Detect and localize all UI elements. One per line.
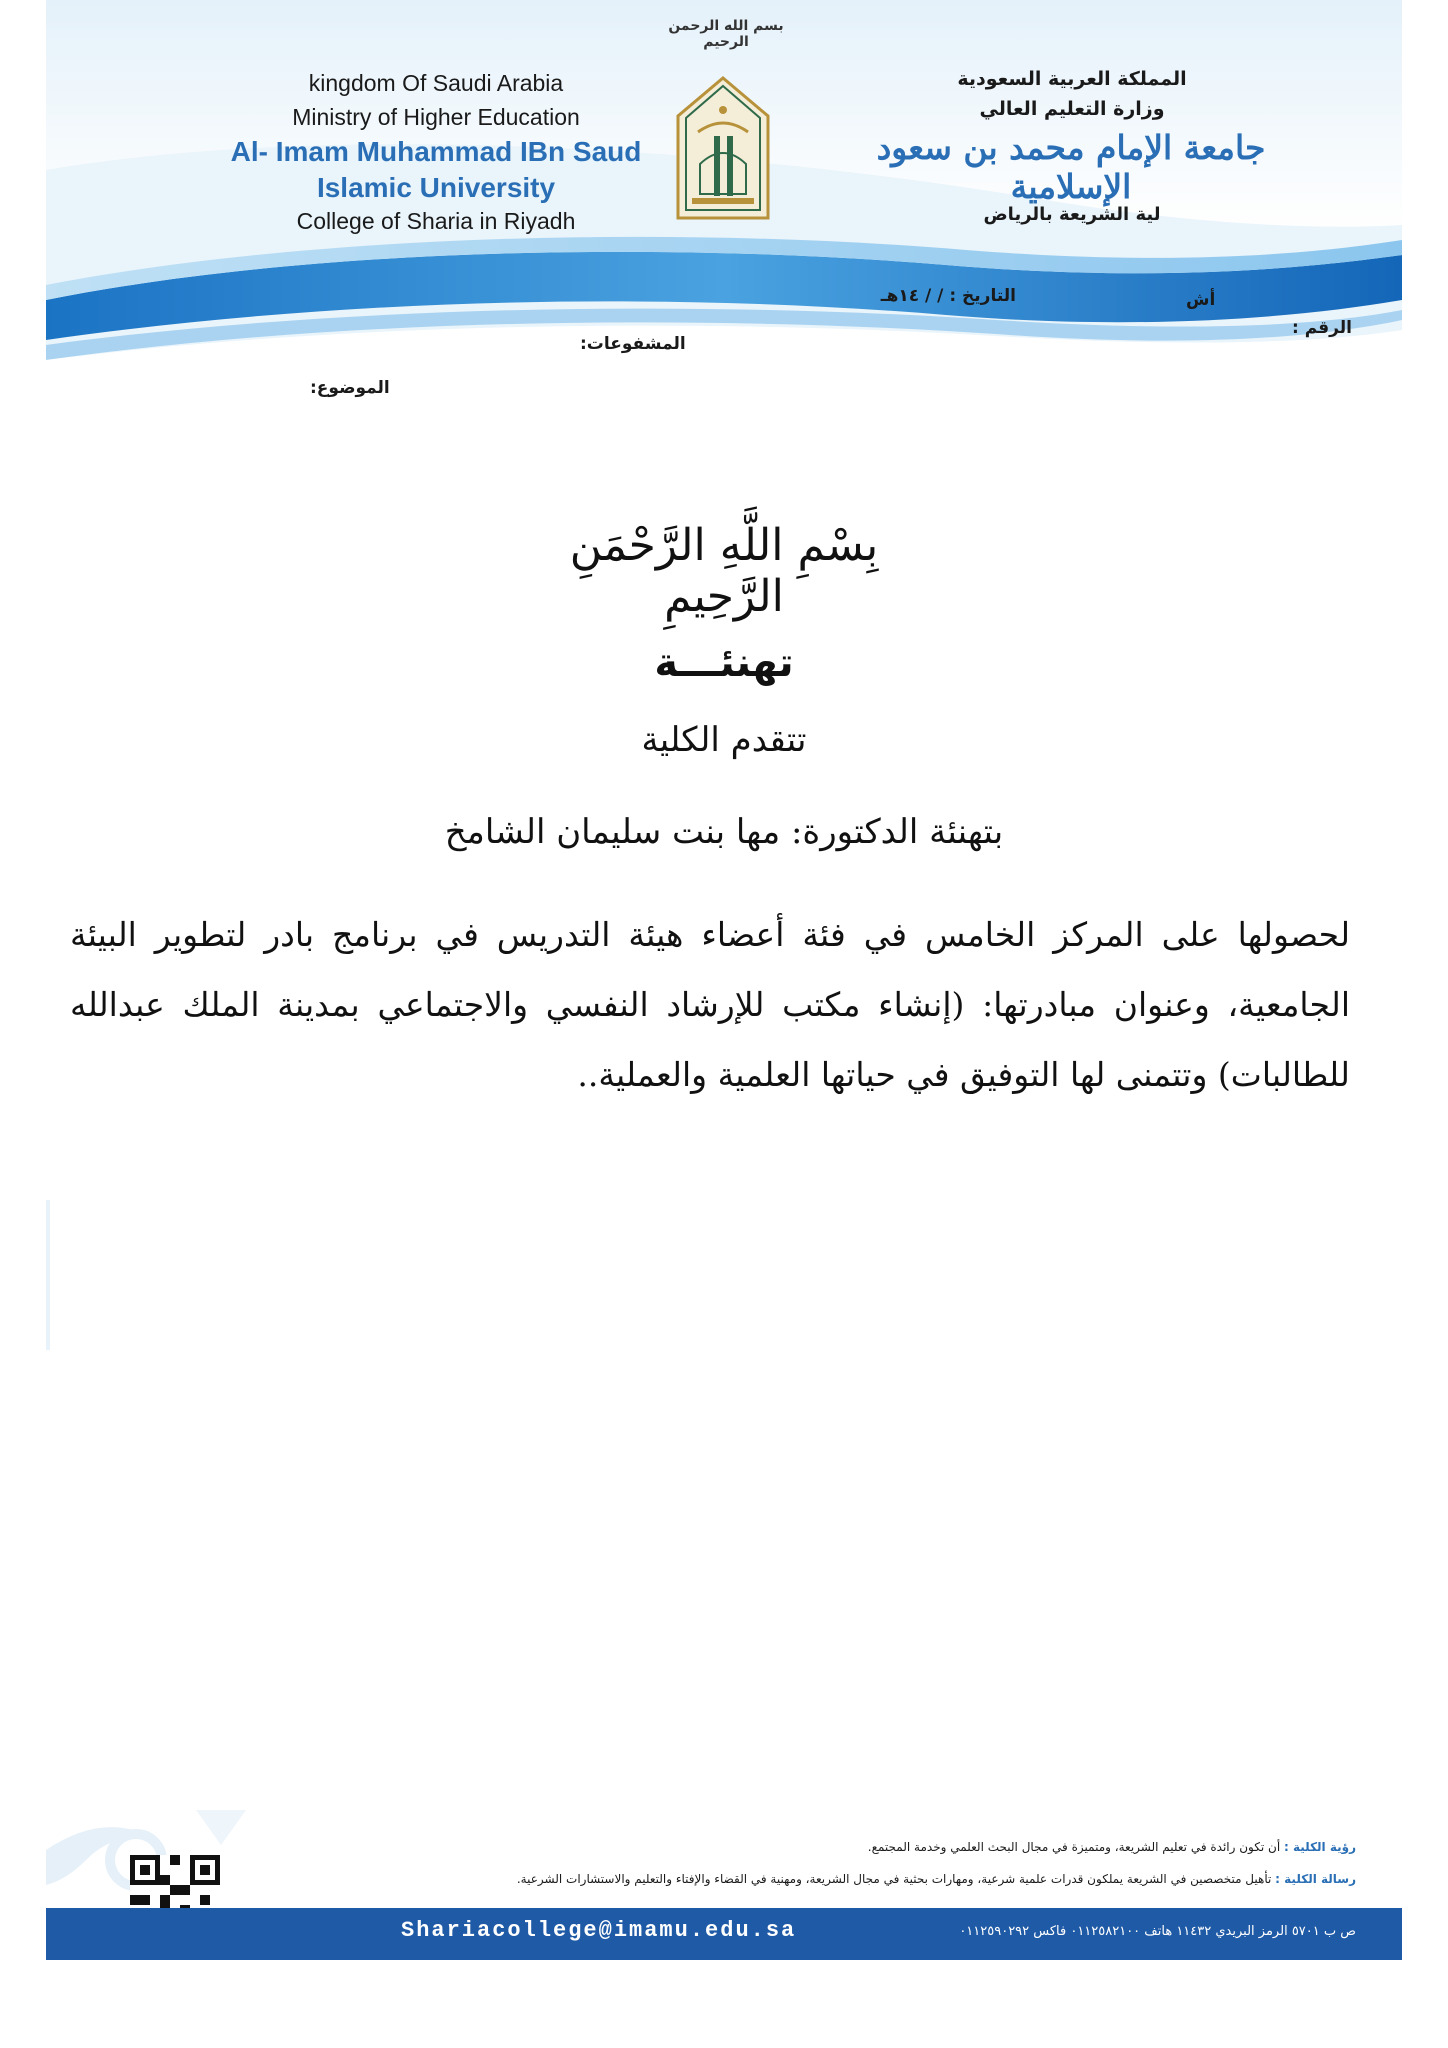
header-ar-university: جامعة الإمام محمد بن سعود الإسلامية	[876, 128, 1266, 206]
header-ar-country: المملكة العربية السعودية	[957, 68, 1187, 90]
header-en-ministry: Ministry of Higher Education	[292, 104, 580, 130]
college-vision	[868, 1840, 1356, 1854]
edge-mark	[46, 1200, 50, 1350]
vision-text: أن تكون رائدة في تعليم الشريعة، ومتميزة في مجال البحث العلمي وخدمة المجتمع.	[867, 1840, 1281, 1854]
field-date-label: التاريخ : / / ١٤هـ	[880, 286, 1016, 306]
document-title: تهنئـــة	[654, 640, 794, 686]
vision-label: رؤية الكلية :	[1284, 1840, 1356, 1854]
university-logo-icon	[674, 76, 772, 222]
recipient-line: بتهنئة الدكتورة: مها بنت سليمان الشامخ	[444, 812, 1004, 852]
basmala-calligraphy: بِسْمِ اللَّهِ الرَّحْمَنِ الرَّحِيمِ	[569, 520, 879, 622]
header-en-college: College of Sharia in Riyadh	[296, 208, 576, 234]
field-attachments-label: المشفوعات:	[580, 334, 686, 354]
intro-line: تتقدم الكلية	[641, 720, 807, 760]
header-en-country: kingdom Of Saudi Arabia	[308, 70, 564, 96]
header-en-university-line2: Islamic University	[316, 172, 556, 203]
header-bismillah: بسم الله الرحمن الرحيم	[668, 18, 784, 50]
letterhead-header	[46, 0, 1402, 420]
college-contact-info: ص ب ٥٧٠١ الرمز البريدي ١١٤٣٢ هاتف ٠١١٢٥٨٢١٠٠ فاكس ٠١١٢٥٩٠٢٩٢	[959, 1924, 1356, 1939]
college-email-link[interactable]: Shariacollege@imamu.edu.sa	[401, 1918, 797, 1943]
field-subject-label: الموضوع:	[310, 378, 390, 398]
header-en-university-line1: Al- Imam Muhammad IBn Saud	[230, 136, 642, 167]
header-ar-college: لية الشريعة بالرياض	[983, 204, 1161, 225]
college-mission	[517, 1872, 1356, 1886]
mission-label: رسالة الكلية :	[1275, 1872, 1356, 1886]
letterhead-footer	[46, 1790, 1402, 1970]
congratulation-paragraph: لحصولها على المركز الخامس في فئة أعضاء هيئة التدريس في برنامج بادر لتطوير البيئة الجامعية، وعنوان مبادرتها: (إنشاء مكتب للإرشاد النفسي والاجتماعي بمدينة الملك عبدالله للطالبات) وتتمنى لها التوفيق في حياتها العلمية والعملية..	[70, 915, 1350, 1094]
field-number-label: الرقم :	[1292, 318, 1352, 338]
field-sh-label: أش	[1186, 290, 1216, 310]
mission-text: تأهيل متخصصين في الشريعة يملكون قدرات علمية شرعية، ومهارات بحثية في مجال الشريعة، ومهنية في القضاء والإفتاء والتعليم والاستشارات الشرعية.	[516, 1872, 1272, 1886]
header-ar-ministry: وزارة التعليم العالي	[979, 98, 1165, 120]
